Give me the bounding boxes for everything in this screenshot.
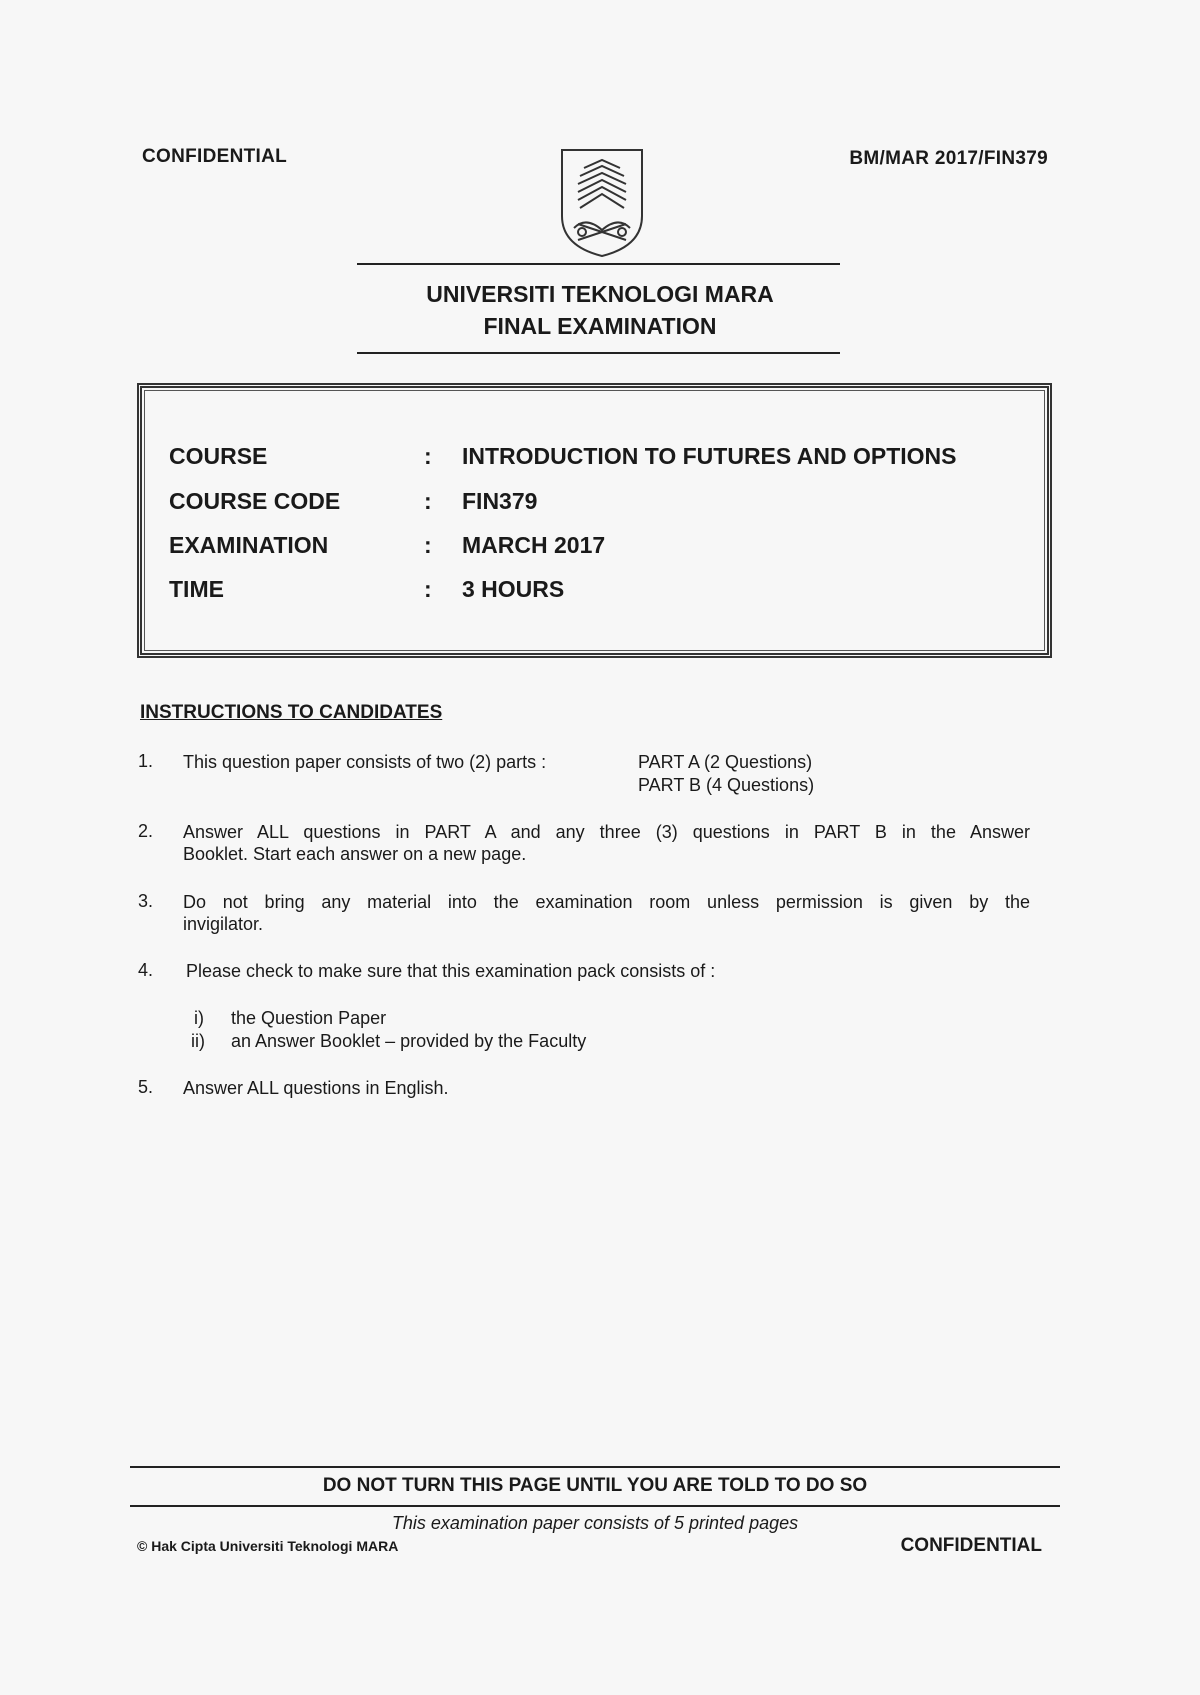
header-reference: BM/MAR 2017/FIN379 xyxy=(849,148,1048,169)
title-rule-top xyxy=(357,263,840,265)
university-name: UNIVERSITI TEKNOLOGI MARA xyxy=(426,281,774,307)
footer-rule-top xyxy=(130,1466,1060,1468)
instruction-number: 4. xyxy=(138,960,154,980)
detail-separator: : xyxy=(424,576,432,602)
university-crest-icon xyxy=(556,146,648,258)
header-confidential: CONFIDENTIAL xyxy=(142,146,288,167)
detail-label: TIME xyxy=(169,576,224,602)
detail-separator: : xyxy=(424,443,432,469)
footer-rule-bottom xyxy=(130,1505,1060,1507)
instruction-text-line1: Answer ALL questions in PART A and any three (3) questions in PART B in the Answer xyxy=(183,822,1030,842)
sub-item-number: ii) xyxy=(191,1031,205,1051)
detail-value: MARCH 2017 xyxy=(462,532,606,558)
detail-separator: : xyxy=(424,488,432,514)
instruction-text: Answer ALL questions in English. xyxy=(183,1078,449,1098)
instruction-text: This question paper consists of two (2) parts : xyxy=(183,752,547,772)
do-not-turn-warning: DO NOT TURN THIS PAGE UNTIL YOU ARE TOLD TO DO SO xyxy=(322,1475,868,1496)
title-rule-bottom xyxy=(357,352,840,354)
detail-separator: : xyxy=(424,532,432,558)
detail-value: FIN379 xyxy=(462,488,538,514)
instruction-number: 2. xyxy=(138,821,154,841)
copyright-notice: © Hak Cipta Universiti Teknologi MARA xyxy=(137,1538,399,1554)
detail-label: COURSE xyxy=(169,443,268,469)
sub-item-text: an Answer Booklet – provided by the Faculty xyxy=(231,1031,587,1051)
course-details-box xyxy=(137,383,1052,658)
instruction-number: 5. xyxy=(138,1077,154,1097)
exam-title: FINAL EXAMINATION xyxy=(483,313,717,339)
detail-label: COURSE CODE xyxy=(169,488,341,514)
instruction-number: 1. xyxy=(138,751,154,771)
instruction-text: Please check to make sure that this examination pack consists of : xyxy=(186,961,716,981)
part-a-count: PART A (2 Questions) xyxy=(638,752,813,772)
part-b-count: PART B (4 Questions) xyxy=(638,775,815,795)
sub-item-number: i) xyxy=(194,1008,204,1028)
detail-value: INTRODUCTION TO FUTURES AND OPTIONS xyxy=(462,443,957,469)
instruction-text-line2: invigilator. xyxy=(183,914,264,934)
instruction-number: 3. xyxy=(138,891,154,911)
detail-value: 3 HOURS xyxy=(462,576,565,602)
page-count-note: This examination paper consists of 5 printed pages xyxy=(391,1513,799,1533)
instruction-text-line1: Do not bring any material into the examination room unless permission is given by the xyxy=(183,892,1030,912)
detail-label: EXAMINATION xyxy=(169,532,329,558)
course-details-inner-border xyxy=(144,390,1045,651)
instructions-title: INSTRUCTIONS TO CANDIDATES xyxy=(140,702,443,723)
instruction-text-line2: Booklet. Start each answer on a new page. xyxy=(183,844,527,864)
sub-item-text: the Question Paper xyxy=(231,1008,387,1028)
footer-confidential: CONFIDENTIAL xyxy=(900,1535,1042,1556)
